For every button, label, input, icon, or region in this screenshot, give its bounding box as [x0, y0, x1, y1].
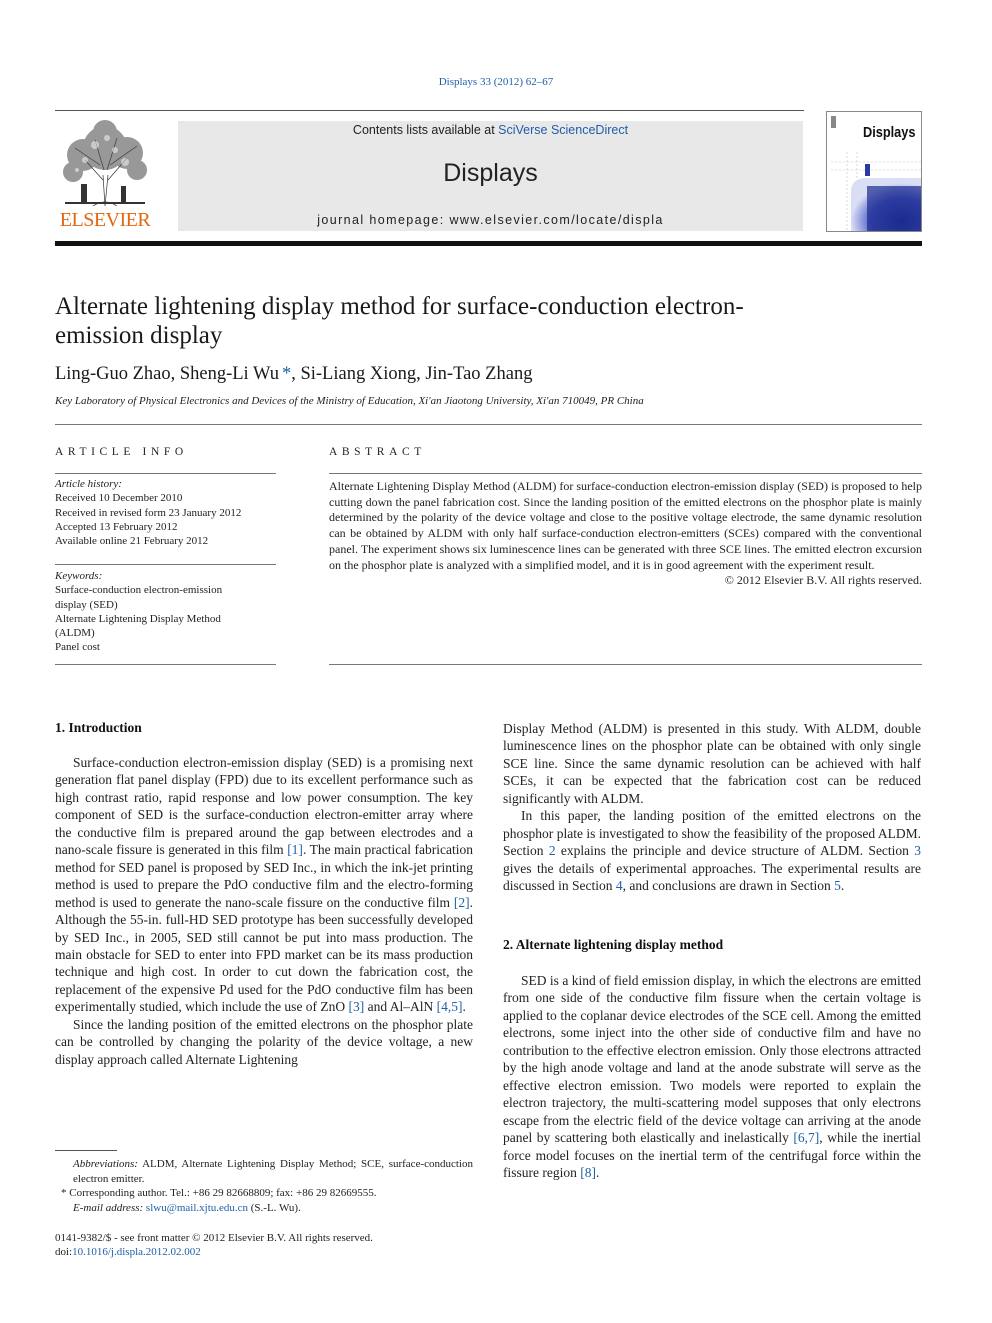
- journal-header-panel: [178, 121, 803, 231]
- abbreviations-footnote: [55, 1157, 473, 1186]
- elsevier-logo: [55, 120, 155, 232]
- text-run: explains the principle and device structure of ALDM. Section: [555, 843, 915, 859]
- article-title: Alternate lightening display method for surface-conduction electron-emission display: [55, 293, 744, 349]
- doi-prefix: doi:: [55, 1246, 73, 1258]
- text-run: SED is a kind of field emission display, in which the electrons are emitted from one side of the conductive film fissure when the certain voltage is applied to the coplanar device electrodes of the SCE cell. Among the emitted electrons, some inject into the other side of conductive film and have no contribution to the effective electron emission. Only those electrons attracted by the high anode voltage and land at the anode substrate will serve as the effective electron emission. Two models were reported to explain the electron trajectory, the multi-scattering model supposes that only electrons escape from the electric field of the device voltage can arriving at the anode panel by scattering both elastically and inelastically: [503, 973, 921, 1146]
- text-run: In this paper, the landing position of the emitted electrons on the phosphor plate is investigated to show the feasibility of the proposed ALDM. Section: [503, 808, 921, 859]
- abstract-body: [329, 479, 922, 589]
- author-list: [55, 364, 532, 385]
- right-column-body-top: [503, 720, 921, 895]
- contents-available-line: [178, 123, 803, 137]
- text-run: , while the inertial force model focuses on the inertial term of the centrifugal force within the fissure region: [503, 1130, 922, 1180]
- abbreviations-text: ALDM, Alternate Lightening Display Method; SCE, surface-conduction electron emitter.: [73, 1158, 473, 1185]
- abstract-text: Alternate Lightening Display Method (ALDM) for surface-conduction electron-emission display (SED) is proposed to help cutting down the panel fabrication cost. Since the landing position of the emitted electrons on the phosphor plate is mainly determined by the polarity of the device voltage and close to the positive voltage electrode, the same dynamic resolution can be obtained by ALDM with only half surface-conduction electron-emitters (SCEs) compared with the conventional panel. The experiment shows six luminescence lines can be generated with three SCE lines. The emitted electron excursion on the phosphor plate is analyzed with a simplified model, and it is in good agreement with the experiment result.: [329, 479, 922, 572]
- journal-homepage[interactable]: journal homepage: www.elsevier.com/locate/displa: [317, 213, 664, 227]
- left-column-body: [55, 754, 473, 1068]
- keyword-line: Surface-conduction electron-emission: [55, 584, 223, 597]
- keyword-line: Alternate Lightening Display Method: [55, 612, 221, 625]
- text-run: and Al–AlN: [364, 999, 437, 1015]
- keywords-label: Keywords:: [55, 570, 103, 582]
- reference-link[interactable]: [4,5]: [436, 999, 463, 1015]
- corresponding-author-text: Corresponding author. Tel.: +86 29 82668809; fax: +86 29 82669555.: [66, 1187, 377, 1199]
- email-suffix: (S.-L. Wu).: [248, 1201, 301, 1214]
- header-top-rule: [55, 110, 804, 111]
- footnote-star: *: [61, 1187, 67, 1199]
- keyword-line: (ALDM): [55, 627, 95, 640]
- intro-paragraph-2-continued: Display Method (ALDM) is presented in this study. With ALDM, double luminescence lines on the phosphor plate can be obtained with only single SCE line. Since the same dynamic resolution can be achieved with half SCEs, it can be expected that the fabrication cost can be reduced significantly with ALDM.: [503, 721, 921, 806]
- reference-link[interactable]: [1]: [287, 842, 303, 858]
- abbreviations-label: Abbreviations:: [73, 1158, 138, 1170]
- abstract-copyright: © 2012 Elsevier B.V. All rights reserved.: [724, 573, 922, 588]
- abstract-heading: ABSTRACT: [329, 446, 426, 458]
- article-info-rule-top: [55, 473, 276, 474]
- text-run: , and conclusions are drawn in Section: [622, 878, 835, 894]
- elsevier-wordmark: ELSEVIER: [59, 209, 151, 231]
- article-history-label: Article history:: [55, 478, 122, 490]
- article-info-heading: ARTICLE INFO: [55, 446, 188, 458]
- text-run: .: [595, 1164, 600, 1180]
- issn-doi-block: [55, 1231, 373, 1259]
- history-online: Available online 21 February 2012: [55, 535, 209, 548]
- intro-paragraph-2-start: Since the landing position of the emitted electrons on the phosphor plate can be controlled by changing the polarity of the device voltage, a new display approach called Alternate Lightening: [55, 1016, 473, 1067]
- history-received: Received 10 December 2010: [55, 492, 183, 505]
- authors-part-2: , Si-Liang Xiong, Jin-Tao Zhang: [291, 364, 533, 384]
- email-footnote: [55, 1201, 473, 1216]
- contents-prefix: Contents lists available at: [352, 123, 499, 137]
- sciencedirect-link[interactable]: SciVerse ScienceDirect: [498, 123, 629, 137]
- keyword-line: Panel cost: [55, 641, 100, 654]
- article-info-rule-bottom: [55, 664, 276, 665]
- header-thick-rule: [55, 241, 922, 246]
- journal-name: Displays: [443, 159, 538, 187]
- text-run: gives the details of experimental approaches. The experimental results are discussed in Section: [503, 860, 921, 894]
- section-link[interactable]: 4: [615, 878, 623, 894]
- section-link[interactable]: 3: [914, 843, 921, 859]
- reference-link[interactable]: [3]: [348, 999, 365, 1015]
- email-label: E-mail address:: [73, 1201, 144, 1214]
- corresponding-author-footnote: [55, 1186, 473, 1201]
- text-run: . Although the 55-in. full-HD SED prototype has been successfully developed by SED Inc., in 2005, SED still cannot be put into mass production. The main obstacle for SED to enter into FPD market can be its mass production technique and high cost. In order to cut down the fabrication cost, the replacement of the expensive Pd used for the PdO conductive film has been experimentally studied, which include the use of ZnO: [55, 894, 473, 1015]
- journal-cover-thumbnail: [826, 111, 922, 232]
- elsevier-tree-icon: [55, 120, 155, 208]
- keywords-block: [55, 569, 255, 655]
- history-accepted: Accepted 13 February 2012: [55, 520, 178, 533]
- reference-link[interactable]: [8]: [580, 1164, 596, 1180]
- section-1-heading: 1. Introduction: [55, 720, 142, 735]
- section-link[interactable]: 2: [548, 843, 556, 859]
- reference-link[interactable]: [2]: [453, 894, 470, 910]
- text-run: .: [462, 999, 466, 1015]
- section-2-paragraph-1: [503, 972, 921, 1181]
- doi-link[interactable]: 10.1016/j.displa.2012.02.002: [72, 1246, 201, 1258]
- article-info-rule-mid: [55, 564, 276, 565]
- text-run: Surface-conduction electron-emission display (SED) is a promising next generation flat panel display (FPD) due to its excellent performance such as high contrast ratio, rapid response and low power consumption. The key component of SED is the surface-conduction electron-emitter array where the conductive film is prepared around the gap between electrodes and a nano-scale fissure is generated in this film: [55, 755, 473, 858]
- issn-line: 0141-9382/$ - see front matter © 2012 Elsevier B.V. All rights reserved.: [55, 1232, 373, 1244]
- cover-journal-title: Displays: [863, 124, 916, 141]
- email-link[interactable]: slwu@mail.xjtu.edu.cn: [145, 1201, 249, 1214]
- text-run: . The main practical fabrication method for SED panel is proposed by SED Inc., in which the ink-jet printing method is used to prepare the PdO conductive film and the electro-forming method is used to generate the nano-scale fissure on the conductive film: [55, 842, 473, 910]
- intro-paragraph-3: [503, 807, 921, 894]
- author-affiliation: Key Laboratory of Physical Electronics and Devices of the Ministry of Education, Xi'an Jiaotong University, Xi'an 710049, PR China: [55, 395, 644, 407]
- history-revised: Received in revised form 23 January 2012: [55, 506, 242, 519]
- keyword-line: display (SED): [55, 598, 118, 611]
- right-column-body-bottom: [503, 972, 921, 1181]
- footnotes: [55, 1157, 473, 1215]
- section-2-heading: 2. Alternate lightening display method: [503, 937, 724, 952]
- text-run: .: [840, 878, 845, 894]
- title-separator-rule: [55, 424, 922, 425]
- intro-paragraph-1: [55, 754, 473, 1016]
- section-link[interactable]: 5: [834, 878, 841, 894]
- footnote-rule: [55, 1150, 117, 1151]
- reference-link[interactable]: [6,7]: [793, 1130, 820, 1146]
- abstract-rule-top: [329, 473, 922, 474]
- corresponding-author-star[interactable]: *: [281, 364, 292, 384]
- authors-part-1: Ling-Guo Zhao, Sheng-Li Wu: [55, 364, 279, 384]
- journal-citation[interactable]: Displays 33 (2012) 62–67: [438, 76, 554, 88]
- abstract-rule-bottom: [329, 664, 922, 665]
- article-history: [55, 477, 276, 548]
- doi-line: [55, 1245, 373, 1259]
